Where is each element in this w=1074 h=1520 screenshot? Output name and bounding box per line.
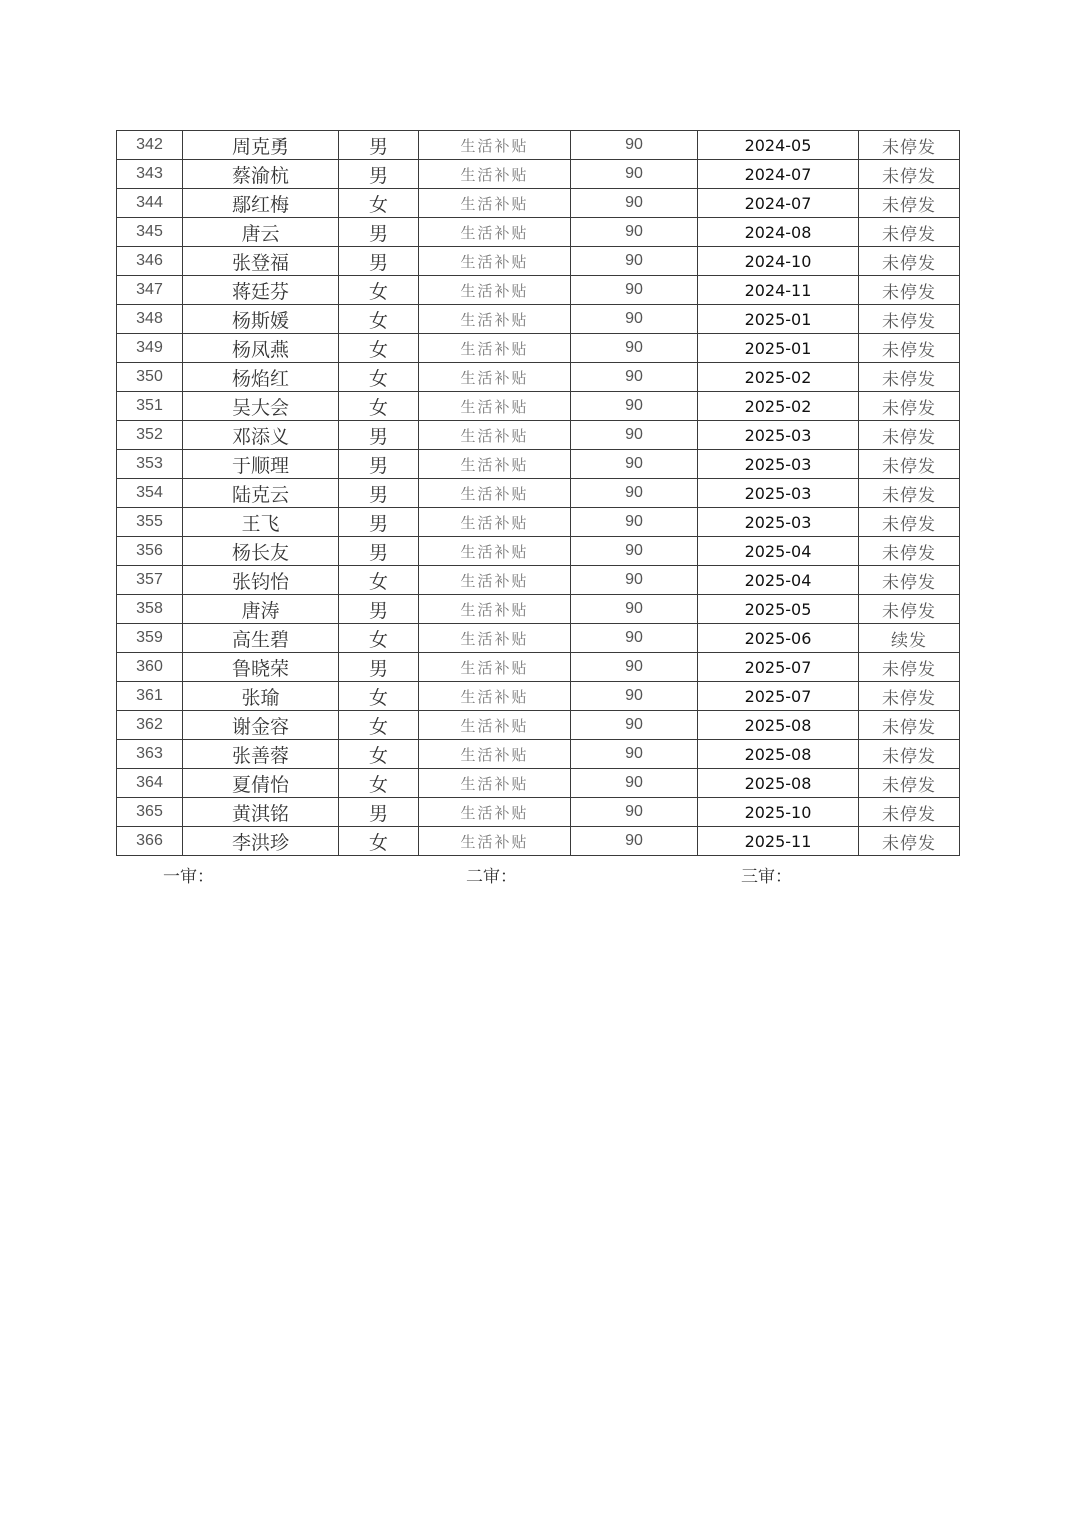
amount-cell: 90 bbox=[571, 595, 698, 624]
row-number-cell: 346 bbox=[117, 247, 183, 276]
row-number-cell: 363 bbox=[117, 740, 183, 769]
date-cell: 2025-11 bbox=[698, 827, 859, 856]
date-cell: 2025-01 bbox=[698, 334, 859, 363]
status-cell: 未停发 bbox=[859, 711, 960, 740]
name-cell: 李洪珍 bbox=[183, 827, 339, 856]
subsidy-type-cell: 生活补贴 bbox=[419, 189, 571, 218]
gender-cell: 女 bbox=[339, 624, 419, 653]
date-cell: 2024-07 bbox=[698, 189, 859, 218]
date-cell: 2025-06 bbox=[698, 624, 859, 653]
gender-cell: 男 bbox=[339, 247, 419, 276]
amount-cell: 90 bbox=[571, 624, 698, 653]
amount-cell: 90 bbox=[571, 218, 698, 247]
status-cell: 未停发 bbox=[859, 218, 960, 247]
status-cell: 未停发 bbox=[859, 653, 960, 682]
row-number-cell: 350 bbox=[117, 363, 183, 392]
gender-cell: 男 bbox=[339, 595, 419, 624]
table-row bbox=[117, 218, 960, 247]
date-cell: 2025-08 bbox=[698, 740, 859, 769]
subsidy-type-cell: 生活补贴 bbox=[419, 566, 571, 595]
amount-cell: 90 bbox=[571, 276, 698, 305]
amount-cell: 90 bbox=[571, 653, 698, 682]
gender-cell: 女 bbox=[339, 276, 419, 305]
gender-cell: 女 bbox=[339, 334, 419, 363]
amount-cell: 90 bbox=[571, 508, 698, 537]
gender-cell: 男 bbox=[339, 537, 419, 566]
gender-cell: 男 bbox=[339, 479, 419, 508]
subsidy-type-cell: 生活补贴 bbox=[419, 740, 571, 769]
status-cell: 未停发 bbox=[859, 160, 960, 189]
amount-cell: 90 bbox=[571, 566, 698, 595]
table-row bbox=[117, 334, 960, 363]
row-number-cell: 365 bbox=[117, 798, 183, 827]
date-cell: 2025-04 bbox=[698, 537, 859, 566]
table-row bbox=[117, 305, 960, 334]
amount-cell: 90 bbox=[571, 682, 698, 711]
gender-cell: 男 bbox=[339, 798, 419, 827]
amount-cell: 90 bbox=[571, 189, 698, 218]
name-cell: 邓添义 bbox=[183, 421, 339, 450]
table-row bbox=[117, 682, 960, 711]
status-cell: 未停发 bbox=[859, 131, 960, 160]
status-cell: 未停发 bbox=[859, 392, 960, 421]
table-row bbox=[117, 827, 960, 856]
gender-cell: 女 bbox=[339, 363, 419, 392]
name-cell: 陆克云 bbox=[183, 479, 339, 508]
date-cell: 2024-10 bbox=[698, 247, 859, 276]
name-cell: 于顺理 bbox=[183, 450, 339, 479]
subsidy-type-cell: 生活补贴 bbox=[419, 450, 571, 479]
amount-cell: 90 bbox=[571, 827, 698, 856]
row-number-cell: 354 bbox=[117, 479, 183, 508]
table-row bbox=[117, 131, 960, 160]
status-cell: 未停发 bbox=[859, 421, 960, 450]
date-cell: 2025-07 bbox=[698, 682, 859, 711]
row-number-cell: 357 bbox=[117, 566, 183, 595]
records-table bbox=[116, 130, 960, 856]
row-number-cell: 355 bbox=[117, 508, 183, 537]
name-cell: 夏倩怡 bbox=[183, 769, 339, 798]
gender-cell: 男 bbox=[339, 450, 419, 479]
table-row bbox=[117, 450, 960, 479]
date-cell: 2025-03 bbox=[698, 450, 859, 479]
amount-cell: 90 bbox=[571, 537, 698, 566]
gender-cell: 女 bbox=[339, 740, 419, 769]
table-row bbox=[117, 595, 960, 624]
subsidy-type-cell: 生活补贴 bbox=[419, 247, 571, 276]
subsidy-type-cell: 生活补贴 bbox=[419, 537, 571, 566]
table-row bbox=[117, 363, 960, 392]
subsidy-type-cell: 生活补贴 bbox=[419, 798, 571, 827]
table-row bbox=[117, 566, 960, 595]
name-cell: 杨斯媛 bbox=[183, 305, 339, 334]
gender-cell: 女 bbox=[339, 711, 419, 740]
status-cell: 未停发 bbox=[859, 595, 960, 624]
subsidy-type-cell: 生活补贴 bbox=[419, 131, 571, 160]
status-cell: 未停发 bbox=[859, 827, 960, 856]
amount-cell: 90 bbox=[571, 305, 698, 334]
gender-cell: 女 bbox=[339, 189, 419, 218]
gender-cell: 女 bbox=[339, 392, 419, 421]
date-cell: 2025-05 bbox=[698, 595, 859, 624]
subsidy-type-cell: 生活补贴 bbox=[419, 334, 571, 363]
row-number-cell: 358 bbox=[117, 595, 183, 624]
table-row bbox=[117, 276, 960, 305]
status-cell: 续发 bbox=[859, 624, 960, 653]
row-number-cell: 356 bbox=[117, 537, 183, 566]
third-review-label: 三审： bbox=[741, 867, 792, 887]
name-cell: 唐涛 bbox=[183, 595, 339, 624]
row-number-cell: 359 bbox=[117, 624, 183, 653]
table-row bbox=[117, 653, 960, 682]
amount-cell: 90 bbox=[571, 740, 698, 769]
subsidy-type-cell: 生活补贴 bbox=[419, 508, 571, 537]
status-cell: 未停发 bbox=[859, 450, 960, 479]
name-cell: 蔡渝杭 bbox=[183, 160, 339, 189]
subsidy-type-cell: 生活补贴 bbox=[419, 769, 571, 798]
amount-cell: 90 bbox=[571, 363, 698, 392]
date-cell: 2025-10 bbox=[698, 798, 859, 827]
amount-cell: 90 bbox=[571, 131, 698, 160]
name-cell: 吴大会 bbox=[183, 392, 339, 421]
status-cell: 未停发 bbox=[859, 566, 960, 595]
row-number-cell: 366 bbox=[117, 827, 183, 856]
name-cell: 谢金容 bbox=[183, 711, 339, 740]
name-cell: 张善蓉 bbox=[183, 740, 339, 769]
status-cell: 未停发 bbox=[859, 479, 960, 508]
date-cell: 2025-01 bbox=[698, 305, 859, 334]
status-cell: 未停发 bbox=[859, 305, 960, 334]
row-number-cell: 351 bbox=[117, 392, 183, 421]
gender-cell: 女 bbox=[339, 682, 419, 711]
name-cell: 张钧怡 bbox=[183, 566, 339, 595]
subsidy-type-cell: 生活补贴 bbox=[419, 479, 571, 508]
status-cell: 未停发 bbox=[859, 798, 960, 827]
date-cell: 2025-08 bbox=[698, 711, 859, 740]
amount-cell: 90 bbox=[571, 479, 698, 508]
table-row bbox=[117, 392, 960, 421]
subsidy-type-cell: 生活补贴 bbox=[419, 624, 571, 653]
status-cell: 未停发 bbox=[859, 769, 960, 798]
table-row bbox=[117, 247, 960, 276]
name-cell: 高生碧 bbox=[183, 624, 339, 653]
subsidy-type-cell: 生活补贴 bbox=[419, 653, 571, 682]
row-number-cell: 361 bbox=[117, 682, 183, 711]
amount-cell: 90 bbox=[571, 247, 698, 276]
row-number-cell: 342 bbox=[117, 131, 183, 160]
subsidy-type-cell: 生活补贴 bbox=[419, 827, 571, 856]
status-cell: 未停发 bbox=[859, 334, 960, 363]
amount-cell: 90 bbox=[571, 421, 698, 450]
records-body bbox=[117, 131, 960, 856]
gender-cell: 男 bbox=[339, 421, 419, 450]
table-row bbox=[117, 479, 960, 508]
date-cell: 2025-03 bbox=[698, 508, 859, 537]
subsidy-type-cell: 生活补贴 bbox=[419, 218, 571, 247]
name-cell: 杨长友 bbox=[183, 537, 339, 566]
row-number-cell: 360 bbox=[117, 653, 183, 682]
subsidy-type-cell: 生活补贴 bbox=[419, 595, 571, 624]
gender-cell: 女 bbox=[339, 769, 419, 798]
status-cell: 未停发 bbox=[859, 537, 960, 566]
name-cell: 唐云 bbox=[183, 218, 339, 247]
date-cell: 2025-07 bbox=[698, 653, 859, 682]
amount-cell: 90 bbox=[571, 711, 698, 740]
status-cell: 未停发 bbox=[859, 363, 960, 392]
table-row bbox=[117, 537, 960, 566]
row-number-cell: 362 bbox=[117, 711, 183, 740]
date-cell: 2025-03 bbox=[698, 479, 859, 508]
date-cell: 2025-02 bbox=[698, 363, 859, 392]
subsidy-type-cell: 生活补贴 bbox=[419, 711, 571, 740]
subsidy-type-cell: 生活补贴 bbox=[419, 276, 571, 305]
row-number-cell: 345 bbox=[117, 218, 183, 247]
row-number-cell: 353 bbox=[117, 450, 183, 479]
second-review-label: 二审： bbox=[466, 867, 517, 887]
subsidy-type-cell: 生活补贴 bbox=[419, 421, 571, 450]
table-row bbox=[117, 160, 960, 189]
table-row bbox=[117, 769, 960, 798]
name-cell: 张登福 bbox=[183, 247, 339, 276]
date-cell: 2025-03 bbox=[698, 421, 859, 450]
table-row bbox=[117, 189, 960, 218]
date-cell: 2025-04 bbox=[698, 566, 859, 595]
gender-cell: 男 bbox=[339, 160, 419, 189]
name-cell: 杨凤燕 bbox=[183, 334, 339, 363]
table-row bbox=[117, 740, 960, 769]
subsidy-type-cell: 生活补贴 bbox=[419, 682, 571, 711]
table-row bbox=[117, 421, 960, 450]
name-cell: 蒋廷芬 bbox=[183, 276, 339, 305]
table-row bbox=[117, 798, 960, 827]
amount-cell: 90 bbox=[571, 334, 698, 363]
status-cell: 未停发 bbox=[859, 276, 960, 305]
status-cell: 未停发 bbox=[859, 508, 960, 537]
table-row bbox=[117, 624, 960, 653]
row-number-cell: 347 bbox=[117, 276, 183, 305]
date-cell: 2025-08 bbox=[698, 769, 859, 798]
subsidy-type-cell: 生活补贴 bbox=[419, 160, 571, 189]
row-number-cell: 343 bbox=[117, 160, 183, 189]
first-review-label: 一审： bbox=[163, 867, 214, 887]
date-cell: 2024-08 bbox=[698, 218, 859, 247]
amount-cell: 90 bbox=[571, 450, 698, 479]
name-cell: 杨焰红 bbox=[183, 363, 339, 392]
name-cell: 鲁晓荣 bbox=[183, 653, 339, 682]
row-number-cell: 352 bbox=[117, 421, 183, 450]
gender-cell: 男 bbox=[339, 653, 419, 682]
row-number-cell: 364 bbox=[117, 769, 183, 798]
amount-cell: 90 bbox=[571, 798, 698, 827]
amount-cell: 90 bbox=[571, 769, 698, 798]
gender-cell: 女 bbox=[339, 305, 419, 334]
name-cell: 王飞 bbox=[183, 508, 339, 537]
amount-cell: 90 bbox=[571, 392, 698, 421]
status-cell: 未停发 bbox=[859, 247, 960, 276]
name-cell: 黄淇铭 bbox=[183, 798, 339, 827]
date-cell: 2024-05 bbox=[698, 131, 859, 160]
gender-cell: 男 bbox=[339, 131, 419, 160]
subsidy-type-cell: 生活补贴 bbox=[419, 363, 571, 392]
gender-cell: 女 bbox=[339, 566, 419, 595]
subsidy-type-cell: 生活补贴 bbox=[419, 392, 571, 421]
gender-cell: 男 bbox=[339, 508, 419, 537]
date-cell: 2024-07 bbox=[698, 160, 859, 189]
row-number-cell: 344 bbox=[117, 189, 183, 218]
table-row bbox=[117, 711, 960, 740]
row-number-cell: 349 bbox=[117, 334, 183, 363]
gender-cell: 男 bbox=[339, 218, 419, 247]
subsidy-type-cell: 生活补贴 bbox=[419, 305, 571, 334]
name-cell: 鄢红梅 bbox=[183, 189, 339, 218]
date-cell: 2025-02 bbox=[698, 392, 859, 421]
table-row bbox=[117, 508, 960, 537]
status-cell: 未停发 bbox=[859, 740, 960, 769]
name-cell: 周克勇 bbox=[183, 131, 339, 160]
amount-cell: 90 bbox=[571, 160, 698, 189]
name-cell: 张瑜 bbox=[183, 682, 339, 711]
gender-cell: 女 bbox=[339, 827, 419, 856]
status-cell: 未停发 bbox=[859, 189, 960, 218]
row-number-cell: 348 bbox=[117, 305, 183, 334]
status-cell: 未停发 bbox=[859, 682, 960, 711]
date-cell: 2024-11 bbox=[698, 276, 859, 305]
